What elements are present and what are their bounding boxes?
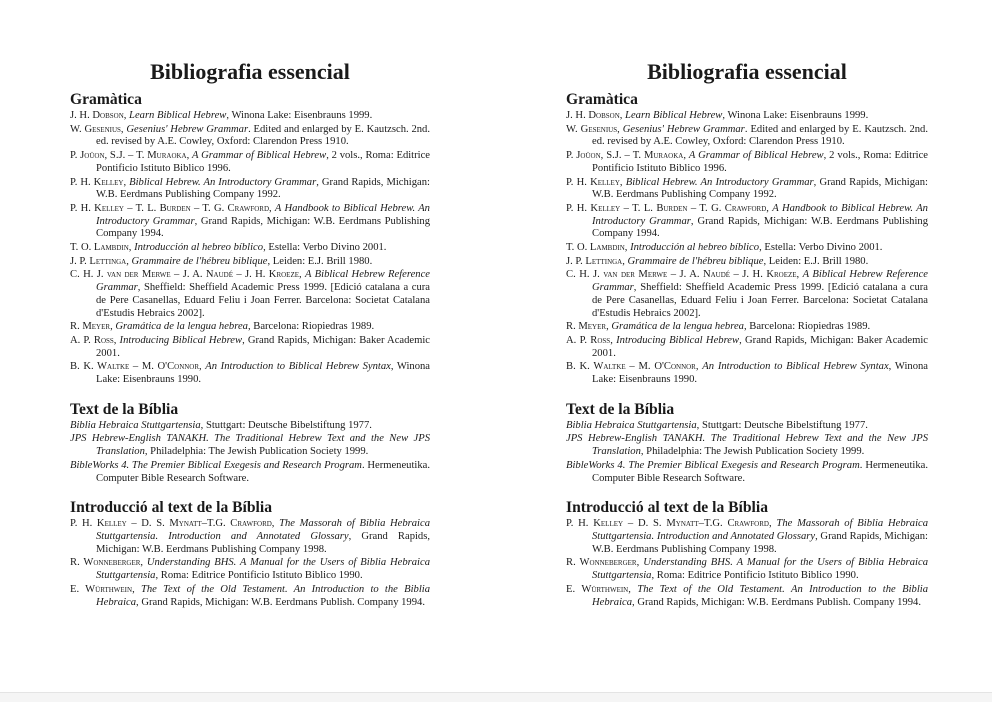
entry-author: P. H. Kelley — [566, 176, 620, 188]
section-heading: Text de la Bíblia — [70, 400, 179, 418]
entry-author: J. H. Dobson — [566, 110, 620, 121]
entry-author: P. Joüon — [70, 150, 105, 162]
bibliography-entry — [70, 518, 430, 556]
bibliography-entry — [566, 256, 928, 269]
bibliography-entry — [566, 420, 928, 433]
entry-title: Grammaire de l'hébreu biblique — [131, 255, 268, 267]
entry-text: , — [126, 255, 132, 267]
entry-author: P. H. Kelley – D. S. Mynatt–T.G. Crawford — [70, 518, 272, 530]
entry-title: Biblia Hebraica Stuttgartensia — [70, 419, 201, 431]
entry-list — [566, 110, 928, 387]
section-text-biblia — [566, 401, 928, 486]
entry-text: , Roma: Editrice Pontificio Istituto Biblico 1990. — [155, 570, 363, 582]
bibliography-entry — [70, 242, 430, 255]
entry-text: . Hermeneutika. Computer Bible Research Software. — [96, 459, 430, 484]
entry-title: Introducing Biblical Hebrew — [616, 334, 740, 346]
entry-text: , Leiden: E.J. Brill 1980. — [267, 255, 373, 267]
entry-text: , S.J. – — [104, 150, 137, 162]
entry-text: , — [683, 150, 689, 162]
entry-text: , Grand Rapids, Michigan: W.B. Eerdmans Publish. Company 1994. — [632, 596, 921, 608]
entry-text: , Grand Rapids, Michigan: W.B. Eerdmans Publishing Company 1998. — [592, 530, 928, 555]
entry-list — [70, 420, 430, 486]
entry-title: Grammaire de l'hébreu biblique — [627, 255, 764, 267]
entry-title: Biblia Hebraica Stuttgartensia — [566, 419, 697, 431]
entry-title: A Handbook to Biblical Hebrew. An Introductory Grammar — [96, 202, 430, 227]
entry-text: , — [120, 123, 127, 135]
section-introduccio — [70, 499, 430, 609]
section-heading: Gramàtica — [70, 91, 142, 108]
entry-text: . Edited and enlarged by E. Kautzsch. 2nd. ed. revised by A.E. Cowley, Oxford: Clarendon Press 1910. — [96, 123, 430, 148]
entry-author: P. H. Kelley — [70, 176, 124, 188]
entry-text: , 2 vols., Roma: Editrice Pontificio Istituto Biblico 1996. — [96, 150, 431, 174]
entry-title: BibleWorks 4. The Premier Biblical Exegesis and Research Program — [566, 459, 860, 471]
entry-author: T. O. Lambdin — [566, 242, 625, 254]
entry-title: Introducción al hebreo bíblico — [630, 242, 760, 254]
entry-text: , Philadelphia: The Jewish Publication Society 1999. — [640, 446, 865, 458]
entry-title: A Biblical Hebrew Reference Grammar — [592, 269, 928, 294]
entry-text: , Winona Lake: Eisenbrauns 1999. — [722, 110, 869, 121]
bibliography-entry — [70, 124, 430, 149]
entry-text: , — [796, 269, 803, 281]
entry-text: , — [624, 242, 631, 254]
bibliography-entry — [566, 361, 928, 386]
entry-list — [566, 420, 928, 486]
entry-text: , — [617, 123, 623, 135]
entry-text: , — [628, 583, 638, 595]
entry-text: . Edited and enlarged by E. Kautzsch. 2nd. ed. revised by A.E. Cowley, Oxford: Clarendon Press 1910. — [592, 123, 928, 148]
entry-text: , Winona Lake: Eisenbrauns 1990. — [592, 361, 928, 386]
entry-text: , 2 vols., Roma: Editrice Pontificio Istituto Biblico 1996. — [592, 150, 928, 174]
entry-text: , — [110, 321, 116, 333]
entry-text: , Philadelphia: The Jewish Publication Society 1999. — [144, 446, 369, 458]
entry-list — [70, 110, 430, 387]
bibliography-entry — [566, 124, 928, 149]
entry-title: BibleWorks 4. The Premier Biblical Exegesis and Research Program — [70, 459, 362, 471]
entry-text: , — [636, 557, 644, 569]
entry-author: C. H. J. van der Merwe – J. A. Naudé – J. H. Kroeze — [566, 269, 797, 281]
entry-text: , Grand Rapids, Michigan: W.B. Eerdmans Publishing Company 1992. — [96, 176, 430, 201]
entry-author: A. P. Ross — [566, 334, 611, 346]
entry-text: , — [271, 518, 280, 530]
entry-text: , — [768, 518, 777, 530]
bibliography-entry — [70, 269, 430, 320]
entry-text: , Grand Rapids, Michigan: W.B. Eerdmans Publishing Company 1994. — [592, 215, 929, 240]
entry-author: B. K. Waltke – M. O'Connor — [566, 361, 696, 373]
entry-author: C. H. J. van der Merwe – J. A. Naudé – J. H. Kroeze — [70, 269, 299, 281]
entry-author: T. Muraoka — [136, 150, 187, 162]
bibliography-entry — [566, 557, 928, 582]
bibliography-entry — [566, 433, 928, 458]
section-heading: Introducció al text de la Bíblia — [70, 499, 273, 517]
entry-author: J. H. Dobson — [70, 110, 124, 121]
entry-text: , Sheffield: Sheffield Academic Press 1999. [Edició catalana a cura de Pere Casanellas, Eduard Feliu i Joan Ferrer. Barcelona: Societat Catalana d'Estudis Hebraics 2002]. — [592, 282, 928, 319]
bibliography-entry — [70, 321, 430, 334]
section-heading: Introducció al text de la Bíblia — [566, 499, 769, 517]
entry-author: P. H. Kelley – T. L. Burden – T. G. Crawford — [566, 202, 767, 214]
entry-author: W. Gesenius — [70, 123, 121, 135]
section-gramatica — [70, 91, 430, 387]
bibliography-entry — [70, 433, 430, 458]
entry-author: P. Joüon — [566, 150, 601, 162]
entry-text: , — [619, 110, 626, 121]
entry-text: , — [299, 269, 306, 281]
entry-author: T. Muraoka — [632, 150, 684, 162]
entry-text: , — [186, 150, 193, 162]
entry-title: A Handbook to Biblical Hebrew. An Introductory Grammar — [592, 202, 928, 227]
entry-text: , Grand Rapids, Michigan: W.B. Eerdmans Publish. Company 1994. — [136, 596, 425, 608]
entry-title: Introducción al hebreo bíblico — [134, 242, 264, 254]
bibliography-entry — [566, 584, 928, 609]
entry-title: Gesenius' Hebrew Grammar — [622, 123, 745, 135]
entry-title: Gesenius' Hebrew Grammar — [126, 123, 249, 135]
bibliography-entry — [566, 269, 928, 320]
entry-author: R. Wonneberger — [70, 557, 141, 569]
entry-text: , — [123, 176, 130, 188]
bibliography-entry — [566, 460, 928, 485]
entry-list — [70, 518, 430, 609]
entry-text: , Grand Rapids, Michigan: W.B. Eerdmans Publishing Company 1998. — [96, 530, 431, 555]
document-page-right — [496, 0, 992, 690]
entry-text: , — [140, 557, 147, 569]
entry-list — [566, 518, 928, 609]
entry-title: An Introduction to Biblical Hebrew Syntax — [205, 361, 391, 373]
entry-title: JPS Hebrew-English TANAKH. The Traditional Hebrew Text and the New JPS Translation — [70, 433, 430, 458]
section-gramatica — [566, 91, 928, 387]
entry-text: , Winona Lake: Eisenbrauns 1999. — [226, 110, 373, 121]
entry-text: , Estella: Verbo Divino 2001. — [263, 242, 387, 254]
entry-author: R. Meyer — [70, 321, 111, 333]
entry-text: , Grand Rapids, Michigan: W.B. Eerdmans Publishing Company 1994. — [96, 215, 430, 240]
entry-text: , — [622, 255, 628, 267]
entry-text: , — [123, 110, 130, 121]
entry-author: E. Würthwein — [70, 583, 133, 595]
entry-title: Understanding BHS. A Manual for the Users of Biblia Hebraica Stuttgartensia — [592, 557, 928, 582]
entry-title: Learn Biblical Hebrew — [625, 110, 723, 121]
bibliography-entry — [566, 203, 928, 241]
entry-text: , — [610, 334, 617, 346]
entry-title: Gramática de la lengua hebrea — [611, 321, 744, 333]
page-title: Bibliografia essencial — [150, 59, 350, 84]
bibliography-entry — [566, 177, 928, 202]
entry-title: A Grammar of Biblical Hebrew — [688, 150, 824, 162]
entry-author: J. P. Lettinga — [566, 255, 623, 267]
entry-author: E. Würthwein — [566, 583, 629, 595]
entry-text: , — [128, 242, 135, 254]
entry-text: , Barcelona: Riopiedras 1989. — [247, 321, 375, 333]
entry-title: Gramática de la lengua hebrea — [115, 321, 248, 333]
section-introduccio — [566, 499, 928, 609]
bibliography-entry — [566, 242, 928, 255]
section-text-biblia — [70, 401, 430, 486]
entry-title: Understanding BHS. A Manual for the Users of Biblia Hebraica Stuttgartensia — [96, 557, 430, 582]
entry-text: , Leiden: E.J. Brill 1980. — [763, 255, 869, 267]
entry-text: , Roma: Editrice Pontificio Istituto Biblico 1990. — [651, 570, 859, 582]
bibliography-entry — [70, 150, 430, 175]
entry-text: . Hermeneutika. Computer Bible Research Software. — [592, 459, 928, 484]
bibliography-entry — [70, 361, 430, 386]
bibliography-entry — [566, 335, 928, 360]
bibliography-entry — [566, 518, 928, 556]
entry-author: R. Wonneberger — [566, 557, 637, 569]
entry-author: A. P. Ross — [70, 334, 114, 346]
entry-title: The Text of the Old Testament. An Introduction to the Biblia Hebraica — [592, 583, 928, 608]
entry-author: T. O. Lambdin — [70, 242, 129, 254]
bibliography-entry — [70, 256, 430, 269]
entry-title: Learn Biblical Hebrew — [129, 110, 227, 121]
document-page-left — [0, 0, 496, 690]
entry-text: , S.J. – — [600, 150, 633, 162]
entry-text: , Stuttgart: Deutsche Bibelstiftung 1977. — [200, 419, 372, 431]
entry-text: , — [619, 176, 626, 188]
entry-author: J. P. Lettinga — [70, 255, 127, 267]
entry-text: , — [269, 202, 275, 214]
bibliography-entry — [566, 110, 928, 123]
entry-text: , Barcelona: Riopiedras 1989. — [743, 321, 871, 333]
entry-text: , Winona Lake: Eisenbrauns 1990. — [96, 361, 431, 386]
entry-title: The Massorah of Biblia Hebraica Stuttgartensia. Introduction and Annotated Glossary — [592, 518, 929, 542]
entry-text: , — [695, 361, 703, 373]
entry-text: , Grand Rapids, Michigan: Baker Academic 2001. — [592, 334, 928, 359]
entry-text: , Estella: Verbo Divino 2001. — [759, 242, 883, 254]
entry-text: , Stuttgart: Deutsche Bibelstiftung 1977. — [696, 419, 868, 431]
bibliography-entry — [70, 110, 430, 123]
entry-author: R. Meyer — [566, 321, 607, 333]
bibliography-entry — [70, 584, 430, 609]
entry-text: , — [766, 202, 773, 214]
entry-title: Biblical Hebrew. An Introductory Grammar — [129, 176, 317, 188]
entry-title: A Biblical Hebrew Reference Grammar — [96, 269, 431, 294]
bibliography-entry — [70, 420, 430, 433]
section-heading: Gramàtica — [566, 91, 638, 108]
bibliography-entry — [566, 321, 928, 334]
entry-title: An Introduction to Biblical Hebrew Syntax — [702, 361, 889, 373]
entry-title: The Text of the Old Testament. An Introduction to the Biblia Hebraica — [96, 583, 431, 608]
entry-author: W. Gesenius — [566, 123, 618, 135]
bibliography-entry — [566, 150, 928, 175]
bibliography-entry — [70, 203, 430, 241]
entry-text: , — [606, 321, 612, 333]
entry-title: A Grammar of Biblical Hebrew — [192, 150, 327, 162]
entry-title: Introducing Biblical Hebrew — [119, 334, 243, 346]
entry-author: P. H. Kelley – T. L. Burden – T. G. Crawford — [70, 202, 270, 214]
entry-title: Biblical Hebrew. An Introductory Grammar — [625, 176, 814, 188]
bibliography-entry — [70, 335, 430, 360]
entry-text: , Grand Rapids, Michigan: Baker Academic 2001. — [96, 334, 430, 359]
entry-author: P. H. Kelley – D. S. Mynatt–T.G. Crawford — [566, 518, 769, 530]
entry-text: , Grand Rapids, Michigan: W.B. Eerdmans Publishing Company 1992. — [592, 176, 928, 201]
entry-text: , — [199, 361, 206, 373]
entry-title: The Massorah of Biblia Hebraica Stuttgartensia. Introduction and Annotated Glossary — [96, 518, 431, 542]
entry-text: , Sheffield: Sheffield Academic Press 1999. [Edició catalana a cura de Pere Casanellas, Eduard Feliu i Joan Ferrer. Barcelona: Societat Catalana d'Estudis Hebraics 2002]. — [96, 282, 430, 319]
entry-text: , — [132, 583, 141, 595]
entry-text: , — [113, 334, 120, 346]
section-heading: Text de la Bíblia — [566, 400, 675, 418]
entry-title: JPS Hebrew-English TANAKH. The Traditional Hebrew Text and the New JPS Translation — [566, 433, 928, 458]
page-title: Bibliografia essencial — [647, 59, 847, 84]
bibliography-entry — [70, 557, 430, 582]
bibliography-entry — [70, 460, 430, 485]
entry-author: B. K. Waltke – M. O'Connor — [70, 361, 200, 373]
bibliography-entry — [70, 177, 430, 202]
